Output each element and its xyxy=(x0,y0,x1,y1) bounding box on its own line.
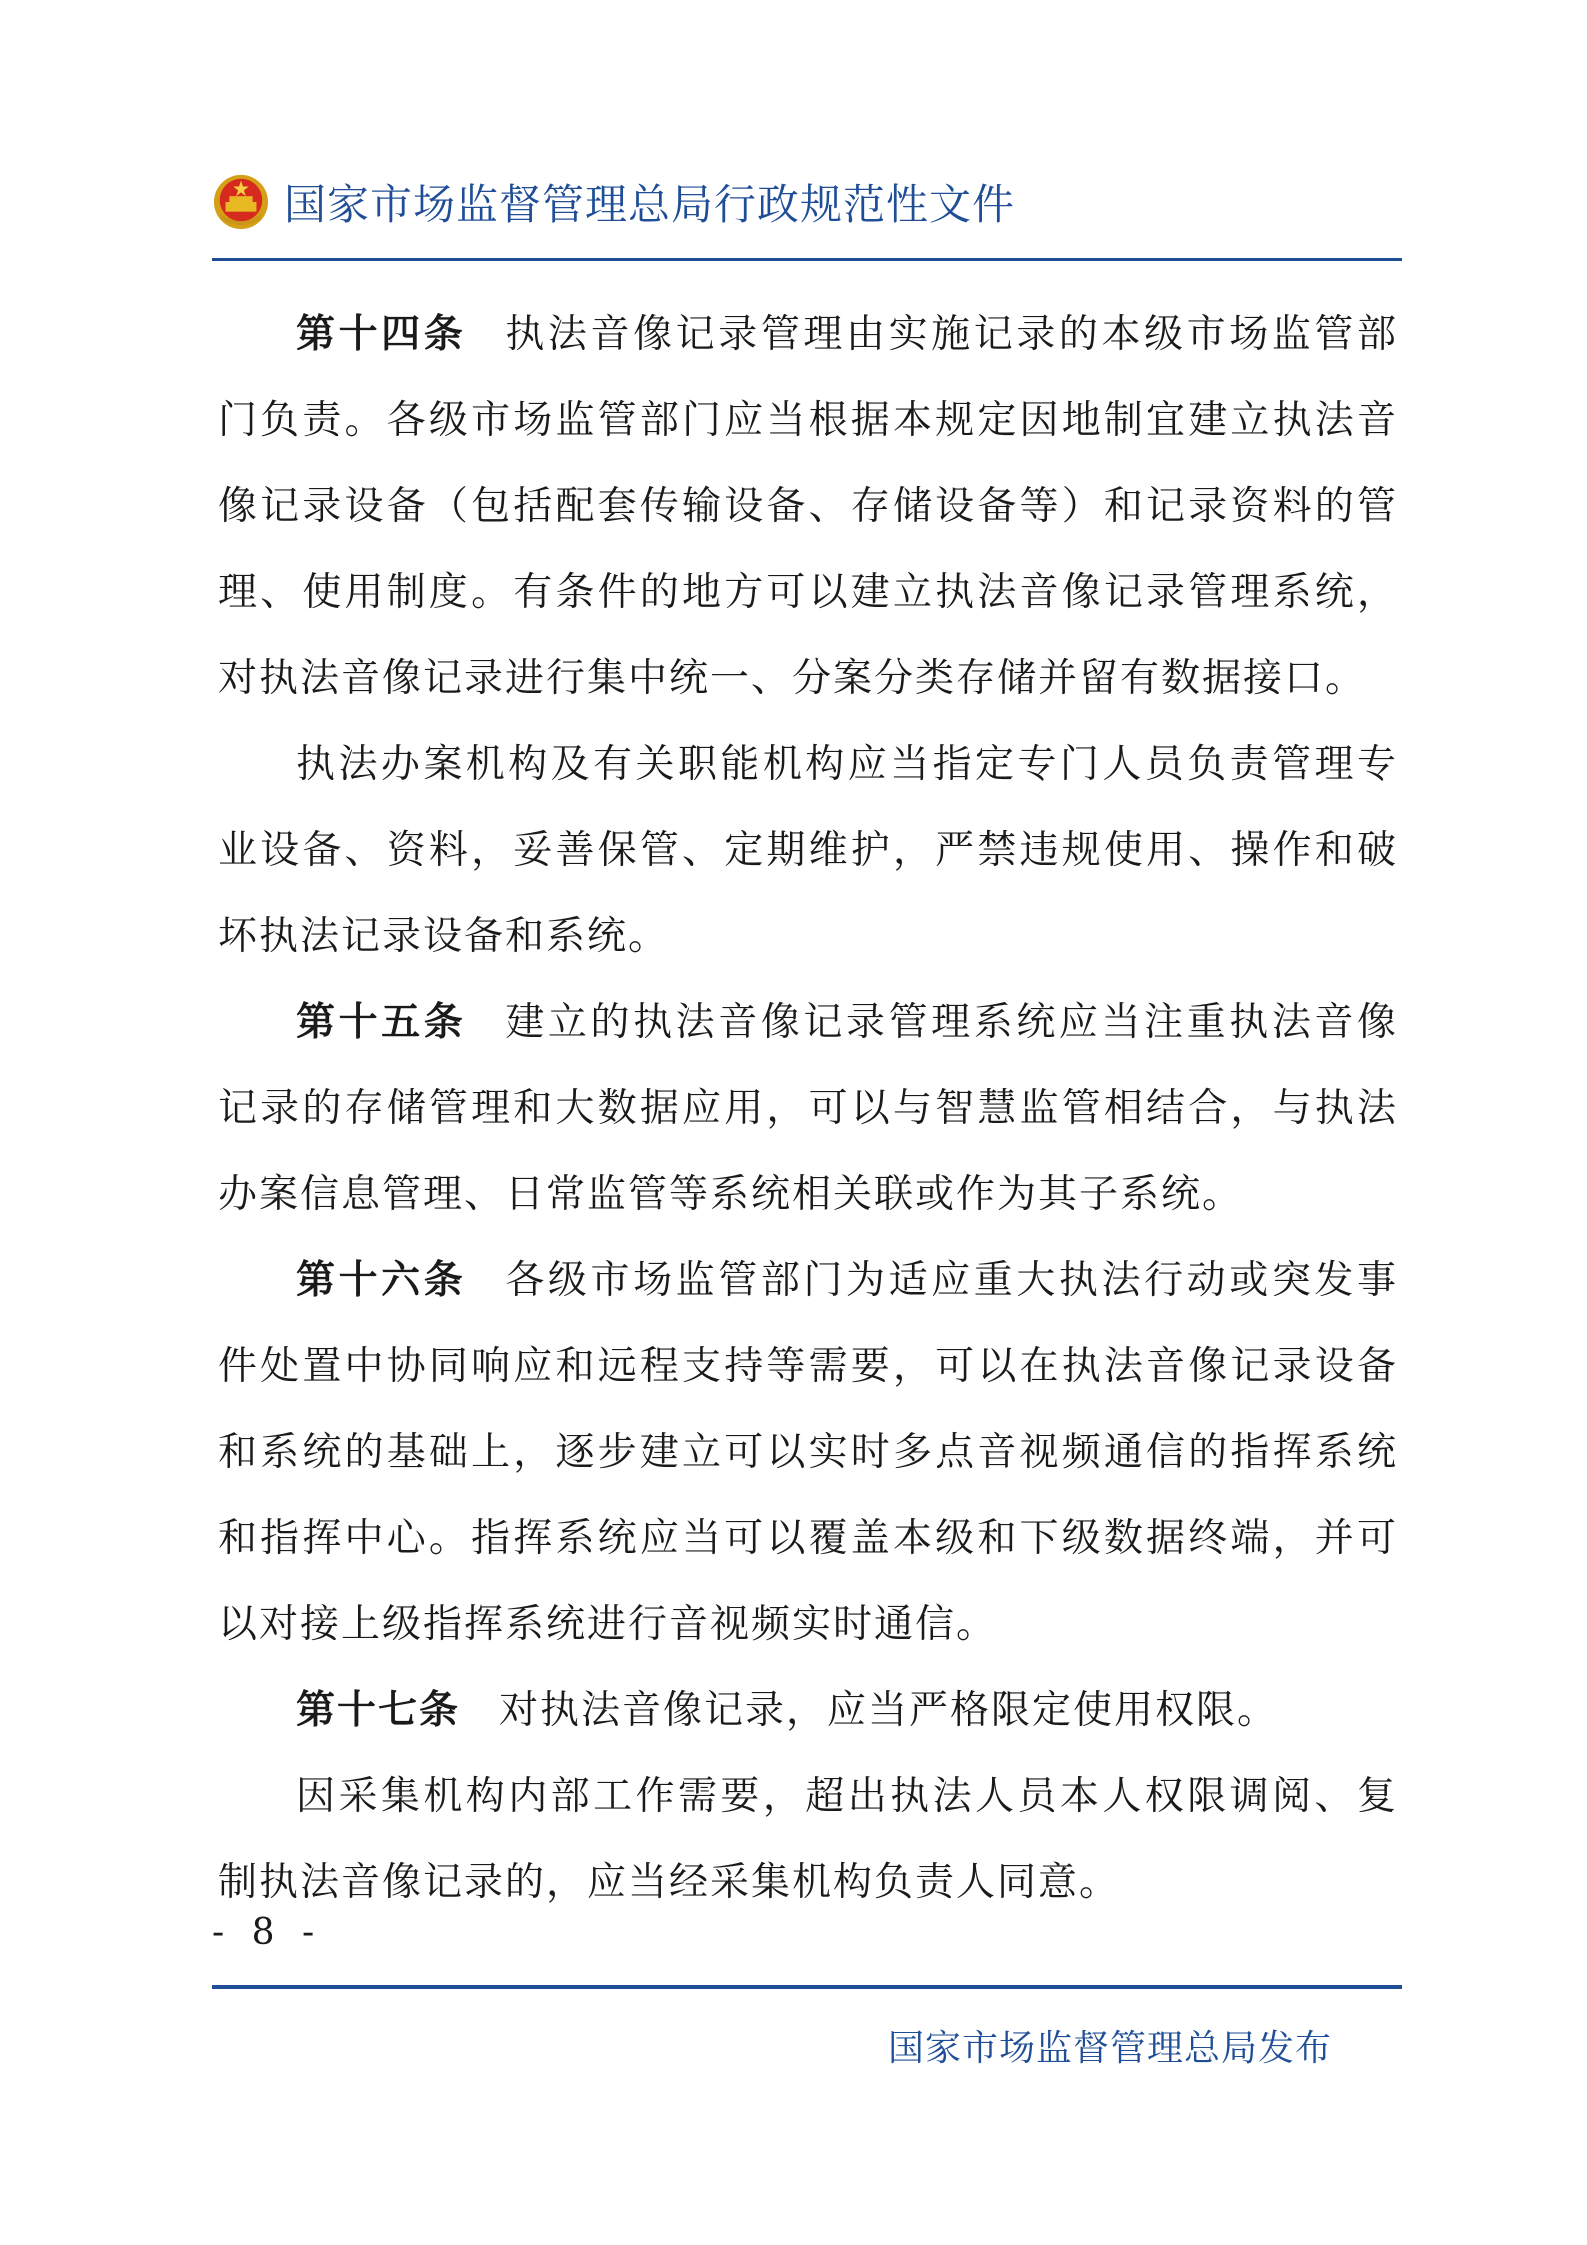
national-emblem-icon xyxy=(212,173,270,231)
article-number: 第十六条 xyxy=(296,1258,467,1303)
article-number: 第十四条 xyxy=(296,312,467,357)
publisher-label: 国家市场监督管理总局发布 xyxy=(887,2028,1332,2069)
article-number: 第十五条 xyxy=(296,1000,467,1045)
article-number: 第十七条 xyxy=(296,1688,461,1733)
article-17-paragraph xyxy=(218,1668,1398,1754)
article-16-paragraph xyxy=(218,1238,1398,1668)
footer-divider xyxy=(212,1985,1402,1989)
header-divider xyxy=(212,258,1402,261)
article-15-paragraph xyxy=(218,980,1398,1238)
paragraph-text: 执法办案机构及有关职能机构应当指定专门人员负责管理专业设备、资料，妥善保管、定期维护，严禁违规使用、操作和破坏执法记录设备和系统。 xyxy=(218,742,1398,959)
paragraph-text: 对执法音像记录，应当严格限定使用权限。 xyxy=(499,1688,1279,1733)
article-17-paragraph-2 xyxy=(218,1754,1398,1926)
document-body xyxy=(218,292,1398,1926)
document-header xyxy=(212,170,1402,234)
header-title: 国家市场监督管理总局行政规范性文件 xyxy=(284,180,1016,229)
paragraph-text: 各级市场监管部门为适应重大执法行动或突发事件处置中协同响应和远程支持等需要，可以在执法音像记录设备和系统的基础上，逐步建立可以实时多点音视频通信的指挥系统和指挥中心。指挥系统应当可以覆盖本级和下级数据终端，并可以对接上级指挥系统进行音视频实时通信。 xyxy=(218,1258,1398,1647)
page-number: - 8 - xyxy=(212,1912,323,1953)
paragraph-text: 执法音像记录管理由实施记录的本级市场监管部门负责。各级市场监管部门应当根据本规定因地制宜建立执法音像记录设备（包括配套传输设备、存储设备等）和记录资料的管理、使用制度。有条件的地方可以建立执法音像记录管理系统，对执法音像记录进行集中统一、分案分类存储并留有数据接口。 xyxy=(218,312,1398,701)
article-14-paragraph-2 xyxy=(218,722,1398,980)
paragraph-text: 因采集机构内部工作需要，超出执法人员本人权限调阅、复制执法音像记录的，应当经采集机构负责人同意。 xyxy=(218,1774,1398,1905)
paragraph-text: 建立的执法音像记录管理系统应当注重执法音像记录的存储管理和大数据应用，可以与智慧监管相结合，与执法办案信息管理、日常监管等系统相关联或作为其子系统。 xyxy=(218,1000,1398,1217)
article-14-paragraph xyxy=(218,292,1398,722)
